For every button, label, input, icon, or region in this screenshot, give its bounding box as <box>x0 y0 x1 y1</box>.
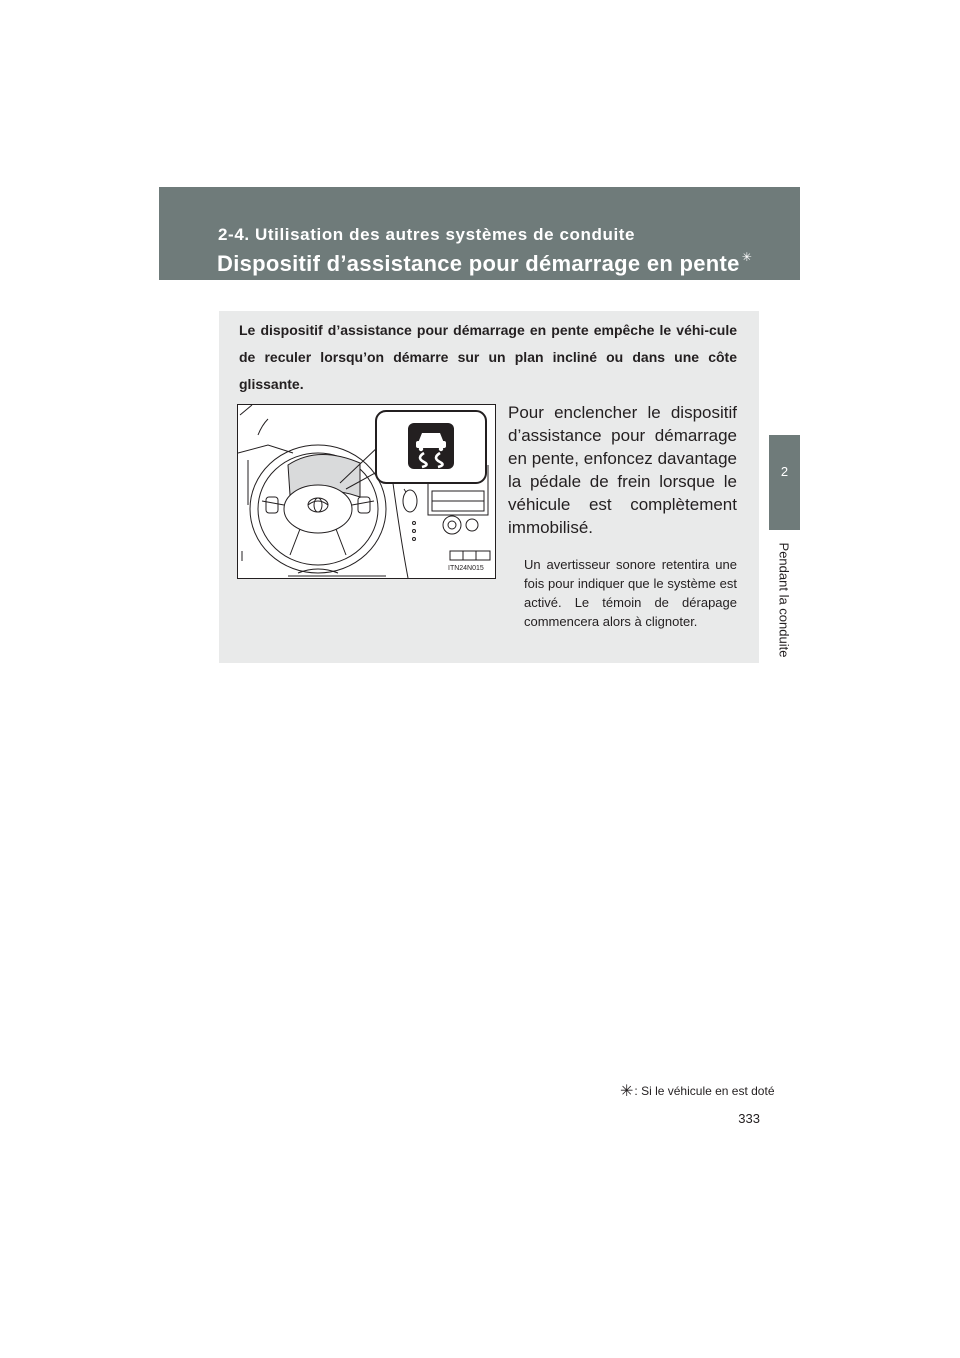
footnote-asterisk: ✳ <box>620 1083 634 1100</box>
page-title-text: Dispositif d’assistance pour démarrage en pente <box>217 251 740 276</box>
figure-code: ITN24N015 <box>448 565 484 572</box>
chapter-tab <box>769 435 800 530</box>
title-asterisk: ✳ <box>741 250 753 264</box>
dashboard-drawing <box>238 405 495 578</box>
chapter-label: Pendant la conduite <box>776 542 792 658</box>
header-band <box>159 187 800 280</box>
page-number: 333 <box>738 1111 760 1126</box>
section-title: 2-4. Utilisation des autres systèmes de conduite <box>218 225 636 244</box>
dashboard-illustration <box>237 404 496 579</box>
content-box <box>219 311 759 663</box>
instruction-paragraph: Pour enclencher le dispositif d’assistance pour démarrage en pente, enfoncez davantage la pédale de frein lorsque le véhicule est complètement immobilisé. <box>508 403 737 537</box>
page-title <box>217 250 752 277</box>
footnote <box>620 1081 775 1101</box>
note-paragraph: Un avertisseur sonore retentira une fois pour indiquer que le système est activé. Le témoin de dérapage commencera alors à clignoter. <box>524 557 737 629</box>
intro-paragraph: Le dispositif d’assistance pour démarrage en pente empêche le véhi-cule de reculer lorsqu’on démarre sur un plan incliné ou dans une côte glissante. <box>239 322 737 392</box>
slip-indicator-icon <box>408 423 454 469</box>
chapter-number: 2 <box>780 464 789 479</box>
footnote-text: : Si le véhicule en est doté <box>634 1084 775 1098</box>
